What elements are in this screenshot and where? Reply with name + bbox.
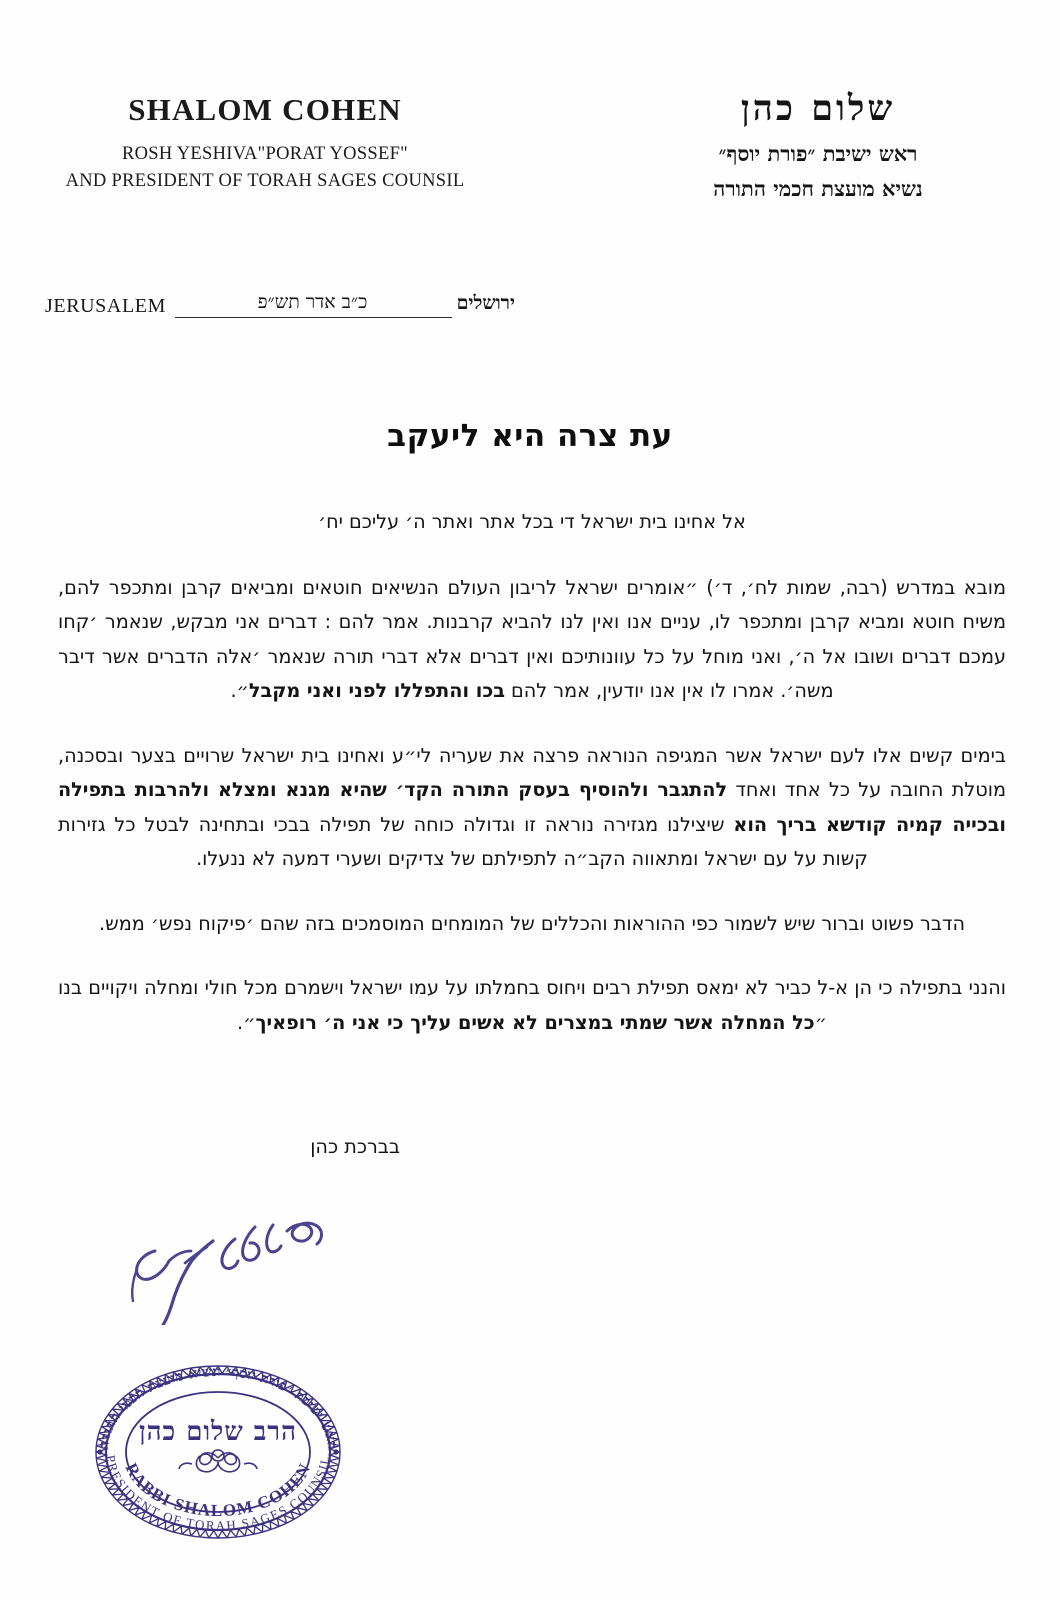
stamp-english-line2: PRESIDENT OF TORAH SAGES COUNSIL: [102, 1453, 334, 1534]
letterhead-english-title-line1: ROSH YESHIVA"PORAT YOSSEF": [121, 144, 409, 164]
letterhead-hebrew-block: [608, 88, 1028, 202]
paragraph-2-text-b: שיצילנו מגזירה נוראה זו וגדולה כוחה של תפילה בבכי ובתחינה לבטל כל גזירות קשות על עם ישראל ומתאווה הקב״ה לתפילתם של צדיקים ושערי דמעה לא ננעלו.: [58, 812, 868, 870]
document-title: עת צרה היא ליעקב: [387, 418, 673, 454]
paragraph-3-text: הדבר פשוט וברור שיש לשמור כפי ההוראות והכללים של המומחים המוסמכים בזה שהם ׳פיקוח נפש׳ ממש.: [99, 911, 965, 935]
paragraph-2: [58, 739, 1006, 877]
letterhead-english-title-line2: AND PRESIDENT OF TORAH SAGES COUNSIL: [65, 171, 465, 191]
letterhead-hebrew-title-line1: ראש ישיבת ״פורת יוסף״: [718, 141, 918, 166]
closing-line: בברכת כהן: [310, 1135, 400, 1158]
stamp-dot-left: [97, 1449, 102, 1454]
signature-strokes: [95, 1195, 415, 1325]
dateline-city-hebrew: ירושלים: [456, 292, 515, 314]
paragraph-4-text-a: והנני בתפילה כי הן א-ל כביר לא ימאס תפילת רבים ויחוס בחמלתו על עמו ישראל וישמרם מכל חולי ומחלה ויקויים בנו ״: [58, 976, 1006, 1034]
salutation: אל אחינו בית ישראל די בכל אתר ואתר ה׳ עליכם יח׳: [318, 510, 746, 533]
paragraph-2-text-a: בימים קשים אלו לעם ישראל אשר המגיפה הנוראה פרצה את שעריה לי״ע ואחינו בית ישראל שרויים בצער ובסכנה, מוטלת החובה על כל אחד ואחד: [58, 743, 1006, 801]
paragraph-1-text-b: ״.: [230, 679, 249, 702]
paragraph-4-bold-a: כל המחלה אשר שמתי במצרים לא אשים עליך כי אני ה׳ רופאיך: [255, 1010, 815, 1034]
paragraph-4: [58, 971, 1006, 1040]
letterhead-english-name: SHALOM COHEN: [128, 92, 402, 127]
letterhead-hebrew-name: שלום כהן: [740, 88, 896, 129]
letterhead: [0, 88, 1060, 227]
dateline-city-english: JERUSALEM: [45, 295, 166, 317]
paragraph-3: [58, 907, 1006, 942]
closing-block: [0, 1135, 1060, 1158]
stamp-dot-right: [333, 1449, 338, 1454]
paragraph-4-text-b: ״.: [237, 1010, 256, 1034]
paragraph-2-bold-a: להתגבר ולהוסיף בעסק התורה הקד׳ שהיא מגנא ומצלא ולהרבות בתפילה ובכייה קמיה קודשא בריך הוא: [58, 778, 1006, 836]
dateline-date-hebrew: כ״ב אדר תש״פ: [257, 291, 368, 313]
stamp-outer-hebrew-text: ראש ישיבת ״פורת יוסף״ ונשיא מועצת חכמי התורה: [96, 1364, 340, 1450]
paragraph-1: [58, 571, 1006, 709]
paragraph-1-text-a: מובא במדרש (רבה, שמות לח׳, ד׳) ״אומרים ישראל לריבון העולם הנשיאים חוטאים ומביאים קרבן ומתכפר להם, משיח חוטא ומביא קרבן ומתכפר לו, עניים אנו ואין לנו להביא קרבנות. אמר להם : דברים אני מבקש, שנאמר ׳קחו עמכם דברים ושובו אל ה׳, ואני מוחל על כל עוונותיכם ואין דברים אלא דברי תורה שנאמר ׳אלה הדברים אשר דיבר משה׳. אמרו לו אין אנו יודעין, אמר להם: [58, 575, 1006, 702]
stamp-english-line1: RABBI SHALOM COHEN: [121, 1459, 315, 1521]
official-stamp: [68, 1352, 368, 1547]
letter-body: [58, 505, 1006, 1070]
stamp-center-hebrew: הרב שלום כהן: [138, 1417, 298, 1447]
signature: [95, 1195, 415, 1325]
paragraph-1-bold-a: בכו והתפללו לפני ואני מקבל: [248, 679, 505, 702]
stamp-graphic: [68, 1352, 368, 1547]
letterhead-english-block: [30, 92, 500, 192]
stamp-flourish-ornament: [179, 1450, 257, 1472]
letterhead-hebrew-title-line2: נשיא מועצת חכמי התורה: [713, 176, 923, 201]
dateline-rule: [175, 317, 452, 318]
dateline: [45, 286, 515, 322]
